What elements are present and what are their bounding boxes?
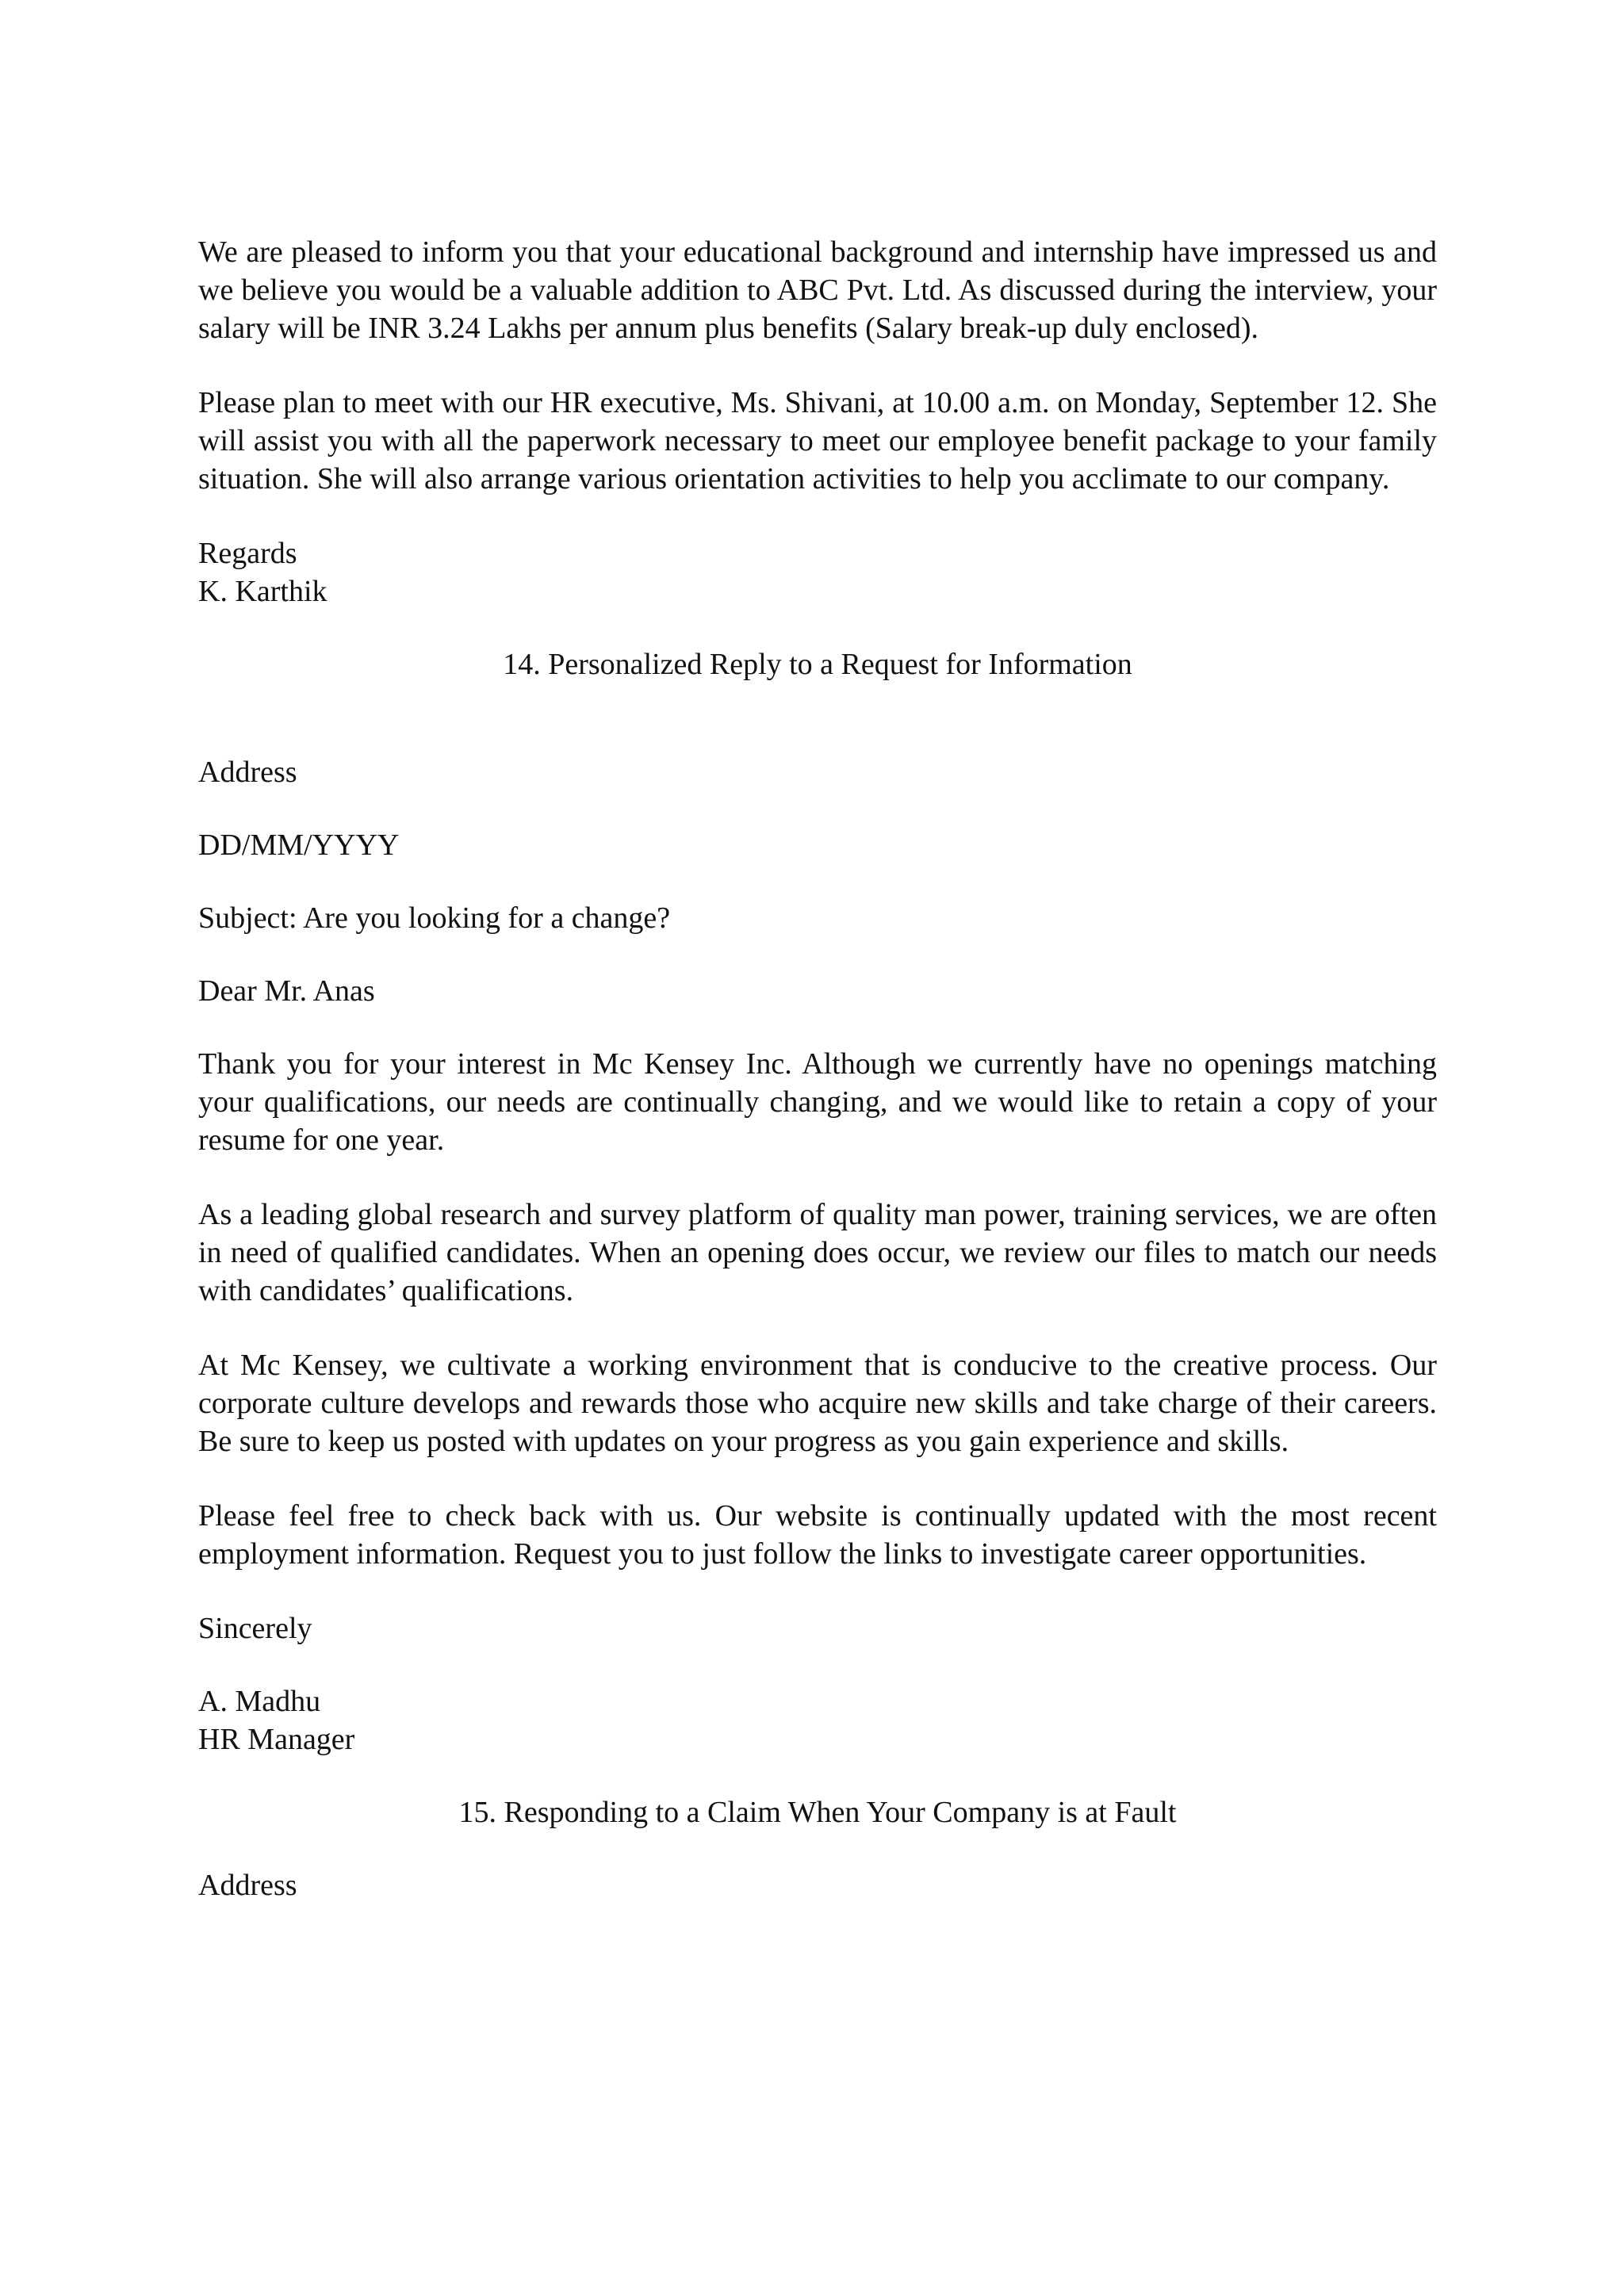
offer-paragraph-hr-meeting: Please plan to meet with our HR executive, Ms. Shivani, at 10.00 a.m. on Monday, September 12. She will assist you with all the paperwork necessary to meet our employee benefit package to your family situation. She will also arrange various orientation activities to help you acclimate to our company.: [198, 386, 1437, 496]
reply-paragraph-culture: At Mc Kensey, we cultivate a working environment that is conducive to the creative process. Our corporate culture develops and rewards those who acquire new skills and take charge of their careers. Be sure to keep us posted with updates on your progress as you gain experience and skills.: [198, 1349, 1437, 1458]
signature-name: A. Madhu: [198, 1685, 321, 1718]
section-heading-14: 14. Personalized Reply to a Request for Information: [503, 648, 1132, 681]
signature-karthik: K. Karthik: [198, 575, 327, 608]
letter-subject: Subject: Are you looking for a change?: [198, 901, 671, 935]
closing-sincerely: Sincerely: [198, 1612, 312, 1645]
reply-paragraph-interest: Thank you for your interest in Mc Kensey Inc. Although we currently have no openings matching your qualifications, our needs are continually changing, and we would like to retain a copy of your resume for one year.: [198, 1047, 1437, 1157]
closing-regards: Regards: [198, 537, 297, 570]
page-content: [198, 233, 1437, 1904]
reply-paragraph-website: Please feel free to check back with us. Our website is continually updated with the most recent employment information. Request you to just follow the links to investigate career opportunities.: [198, 1499, 1437, 1571]
section-heading-15: 15. Responding to a Claim When Your Company is at Fault: [458, 1796, 1177, 1829]
letter15-address: Address: [198, 1869, 297, 1902]
sender-address: Address: [198, 756, 297, 789]
letter-date: DD/MM/YYYY: [198, 828, 400, 862]
offer-paragraph-salary: We are pleased to inform you that your educational background and internship have impressed us and we believe you would be a valuable addition to ABC Pvt. Ltd. As discussed during the interview, your salary will be INR 3.24 Lakhs per annum plus benefits (Salary break-up duly enclosed).: [198, 235, 1437, 345]
signature-title: HR Manager: [198, 1723, 355, 1756]
salutation: Dear Mr. Anas: [198, 974, 375, 1008]
reply-paragraph-candidates: As a leading global research and survey platform of quality man power, training services, we are often in need of qualified candidates. When an opening does occur, we review our files to match our needs with candidates’ qualifications.: [198, 1198, 1437, 1307]
